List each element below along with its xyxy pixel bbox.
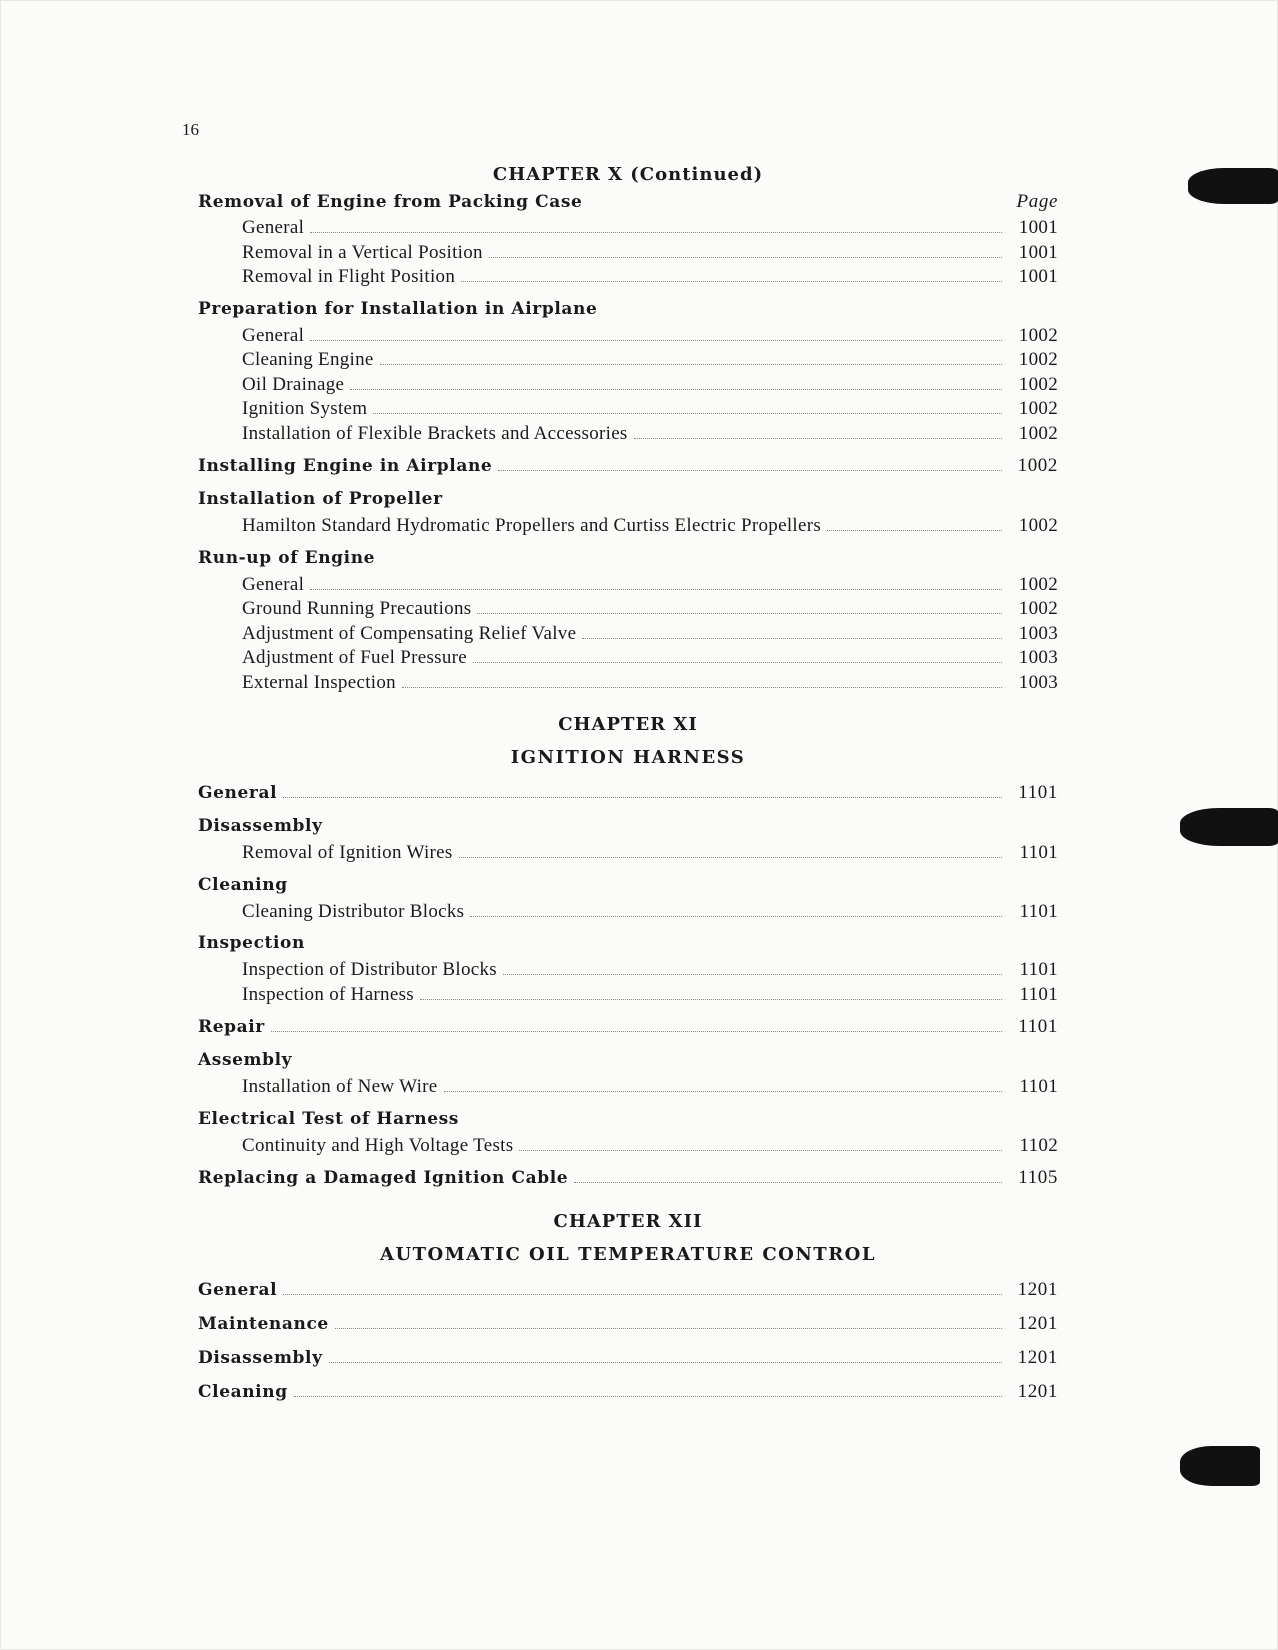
section-title: Disassembly	[198, 1348, 323, 1368]
toc-entry-row[interactable]	[198, 623, 1058, 648]
section-heading-row[interactable]	[198, 1016, 1058, 1042]
toc-entry-row[interactable]	[198, 217, 1058, 242]
page-ref: 1002	[1018, 373, 1058, 395]
dot-leader	[373, 413, 1002, 414]
dot-leader	[634, 438, 1002, 439]
page-ref: 1201	[1017, 1347, 1058, 1368]
section-heading-row[interactable]	[198, 1347, 1058, 1373]
toc-section	[198, 191, 1058, 291]
toc-section	[198, 1347, 1058, 1373]
entry-label: Cleaning Engine	[242, 349, 374, 370]
page-ref: 1101	[1019, 983, 1058, 1005]
entry-label: General	[242, 324, 305, 346]
entry-label: Ignition System	[242, 398, 368, 419]
page-ref: 1003	[1018, 647, 1058, 668]
toc-section	[198, 489, 1058, 540]
entry-label: Continuity and High Voltage Tests	[242, 1134, 514, 1156]
toc-section	[198, 299, 1058, 448]
dot-leader	[329, 1362, 1002, 1363]
toc-section	[198, 1279, 1058, 1305]
page-ref: 1201	[1017, 1279, 1058, 1300]
dot-leader	[402, 687, 1002, 688]
dot-leader	[519, 1150, 1002, 1151]
toc-section	[198, 782, 1058, 808]
table-of-contents	[198, 164, 1058, 1415]
page-ref: 1002	[1018, 349, 1058, 370]
dot-leader	[283, 1294, 1002, 1295]
entry-label: Installation of New Wire	[242, 1076, 438, 1097]
section-title: Assembly	[198, 1050, 293, 1070]
entry-label: Adjustment of Compensating Relief Valve	[242, 622, 577, 644]
section-title: Repair	[198, 1017, 265, 1037]
page-ref: 1002	[1018, 598, 1058, 619]
page-ref: 1101	[1018, 1016, 1058, 1037]
dot-leader	[444, 1091, 1002, 1092]
dot-leader	[310, 340, 1002, 341]
section-heading-row[interactable]	[198, 933, 1058, 959]
dot-leader	[283, 797, 1002, 798]
toc-entry-row[interactable]	[198, 574, 1058, 599]
entry-label: Hamilton Standard Hydromatic Propellers and Curtiss Electric Propellers	[242, 515, 822, 536]
page-ref: 1002	[1018, 398, 1058, 419]
page-ref: 1101	[1019, 959, 1058, 980]
section-heading-row[interactable]	[198, 875, 1058, 901]
dot-leader	[294, 1396, 1002, 1397]
page-column-header: Page	[1016, 191, 1058, 212]
dot-leader	[489, 257, 1002, 258]
dot-leader	[470, 916, 1002, 917]
page-ref: 1003	[1018, 622, 1058, 644]
section-heading-row[interactable]	[198, 1167, 1058, 1193]
toc-section	[198, 1016, 1058, 1042]
section-heading-row[interactable]	[198, 1313, 1058, 1339]
toc-entry-row[interactable]	[198, 842, 1058, 867]
toc-entry-row[interactable]	[198, 266, 1058, 291]
dot-leader	[582, 638, 1002, 639]
toc-section	[198, 875, 1058, 926]
section-heading-row[interactable]	[198, 489, 1058, 515]
toc-section	[198, 1313, 1058, 1339]
entry-label: General	[242, 217, 305, 238]
entry-label: Inspection of Distributor Blocks	[242, 959, 497, 980]
page-ref: 1101	[1019, 900, 1058, 922]
section-title: Cleaning	[198, 1382, 288, 1402]
section-title: Removal of Engine from Packing Case	[198, 192, 583, 212]
page-ref: 1101	[1019, 842, 1058, 863]
page-ref: 1001	[1018, 266, 1058, 287]
toc-section	[198, 1050, 1058, 1101]
entry-label: Removal in Flight Position	[242, 266, 456, 287]
toc-section	[198, 1167, 1058, 1193]
dot-leader	[503, 974, 1002, 975]
page-number: 16	[182, 120, 199, 139]
toc-section	[198, 816, 1058, 867]
toc-entry-row[interactable]	[198, 374, 1058, 399]
entry-label: Installation of Flexible Brackets and Accessories	[242, 422, 628, 444]
section-title: General	[198, 783, 278, 803]
chapter-title: IGNITION HARNESS	[510, 747, 746, 768]
toc-section	[198, 548, 1058, 697]
section-heading-row[interactable]	[198, 782, 1058, 808]
page-ref: 1002	[1018, 573, 1058, 595]
chapter-title: AUTOMATIC OIL TEMPERATURE CONTROL	[380, 1244, 876, 1265]
section-heading-row[interactable]	[198, 548, 1058, 574]
section-title: Run-up of Engine	[198, 547, 376, 568]
page-ref: 1001	[1018, 217, 1058, 238]
toc-entry-row[interactable]	[198, 1135, 1058, 1160]
toc-entry-row[interactable]	[198, 349, 1058, 374]
section-heading-row[interactable]	[198, 816, 1058, 842]
page-ref: 1002	[1018, 324, 1058, 346]
section-heading-row[interactable]	[198, 1050, 1058, 1076]
section-title: Installation of Propeller	[198, 489, 443, 509]
section-heading-row[interactable]	[198, 1109, 1058, 1135]
dot-leader	[335, 1328, 1002, 1329]
dot-leader	[498, 470, 1002, 471]
page-ref: 1003	[1018, 671, 1058, 693]
toc-entry-row[interactable]	[198, 1076, 1058, 1101]
toc-entry-row[interactable]	[198, 398, 1058, 423]
section-title: Replacing a Damaged Ignition Cable	[198, 1168, 569, 1188]
entry-label: Adjustment of Fuel Pressure	[242, 647, 467, 668]
page-ref: 1002	[1017, 455, 1058, 476]
page-ref: 1101	[1018, 782, 1058, 803]
dot-leader	[310, 232, 1002, 233]
toc-entry-row[interactable]	[198, 598, 1058, 623]
toc-section	[198, 1109, 1058, 1160]
dot-leader	[477, 613, 1002, 614]
page-ref: 1201	[1017, 1313, 1058, 1334]
page-ref: 1105	[1018, 1167, 1058, 1188]
section-title: Electrical Test of Harness	[198, 1108, 459, 1129]
section-title: Cleaning	[198, 874, 288, 895]
section-title: Maintenance	[198, 1314, 329, 1334]
section-heading-row[interactable]	[198, 1381, 1058, 1407]
toc-section	[198, 1381, 1058, 1407]
toc-entry-row[interactable]	[198, 984, 1058, 1009]
page-ref: 1002	[1018, 422, 1058, 444]
entry-label: Oil Drainage	[242, 373, 345, 395]
dot-leader	[574, 1182, 1002, 1183]
dot-leader	[380, 364, 1002, 365]
page-ref: 1101	[1019, 1076, 1058, 1097]
dot-leader	[420, 999, 1002, 1000]
toc-entry-row[interactable]	[198, 959, 1058, 984]
section-title: Preparation for Installation in Airplane	[198, 298, 598, 319]
entry-label: External Inspection	[242, 671, 396, 693]
section-heading-row[interactable]	[198, 299, 1058, 325]
toc-entry-row[interactable]	[198, 325, 1058, 350]
toc-entry-row[interactable]	[198, 647, 1058, 672]
chapter-heading: CHAPTER X (Continued)	[492, 164, 764, 185]
dot-leader	[459, 857, 1002, 858]
binder-hole-mark-bottom	[1180, 1446, 1260, 1486]
entry-label: General	[242, 573, 305, 595]
page-ref: 1002	[1018, 515, 1058, 536]
entry-label: Ground Running Precautions	[242, 598, 472, 619]
page-ref: 1102	[1019, 1134, 1058, 1156]
dot-leader	[350, 389, 1002, 390]
page-ref: 1001	[1018, 241, 1058, 263]
entry-label: Removal in a Vertical Position	[242, 241, 483, 263]
toc-entry-row[interactable]	[198, 423, 1058, 448]
dot-leader	[473, 662, 1002, 663]
entry-label: Removal of Ignition Wires	[242, 842, 453, 863]
section-heading-row[interactable]	[198, 1279, 1058, 1305]
section-title: Installing Engine in Airplane	[198, 456, 493, 476]
dot-leader	[271, 1031, 1002, 1032]
binder-hole-mark-middle	[1180, 808, 1278, 846]
toc-entry-row[interactable]	[198, 515, 1058, 540]
section-title: Disassembly	[198, 816, 323, 836]
entry-label: Inspection of Harness	[242, 983, 414, 1005]
chapter-heading: CHAPTER XII	[553, 1211, 703, 1232]
page-ref: 1201	[1017, 1381, 1058, 1402]
section-title: General	[198, 1280, 278, 1300]
dot-leader	[310, 589, 1002, 590]
binder-hole-mark-top	[1188, 168, 1278, 204]
section-heading-row[interactable]	[198, 191, 1058, 217]
toc-section	[198, 455, 1058, 481]
chapter-heading: CHAPTER XI	[558, 714, 698, 735]
toc-entry-row[interactable]	[198, 242, 1058, 267]
entry-label: Cleaning Distributor Blocks	[242, 900, 465, 922]
toc-entry-row[interactable]	[198, 672, 1058, 697]
toc-section	[198, 933, 1058, 1008]
toc-entry-row[interactable]	[198, 901, 1058, 926]
section-title: Inspection	[198, 933, 305, 953]
dot-leader	[461, 281, 1002, 282]
section-heading-row[interactable]	[198, 455, 1058, 481]
dot-leader	[827, 530, 1002, 531]
